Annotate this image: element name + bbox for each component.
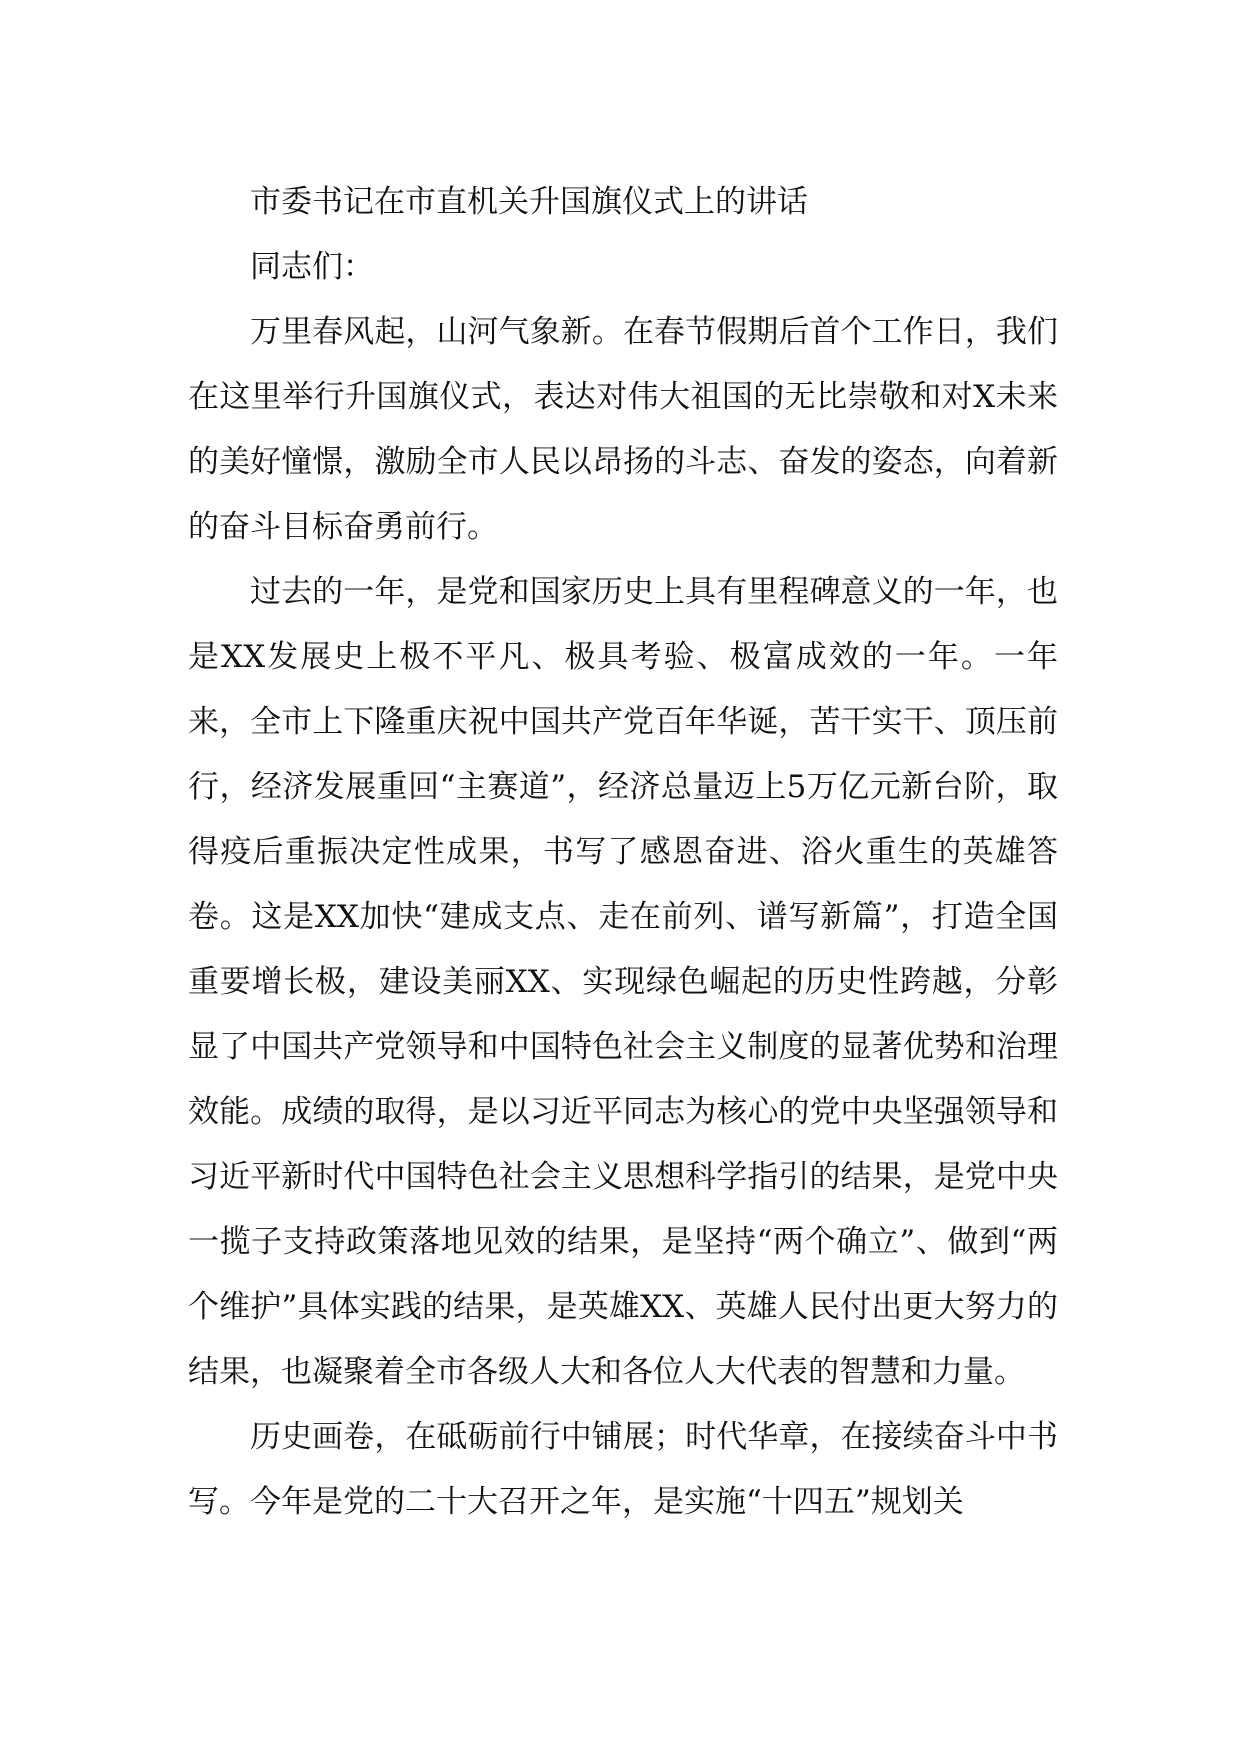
salutation: 同志们：: [250, 249, 374, 285]
document-title: 市委书记在市直机关升国旗仪式上的讲话: [250, 184, 808, 220]
paragraph-2: 过去的一年，是党和国家历史上具有里程碑意义的一年，也是XX发展史上极不平凡、极具考验、极富成效的一年。一年来，全市上下隆重庆祝中国共产党百年华诞，苦干实干、顶压前行，经济发展重回“主赛道”，经济总量迈上5万亿元新台阶，取得疫后重振决定性成果，书写了感恩奋进、浴火重生的英雄答卷。这是XX加快“建成支点、走在前列、谱写新篇”，打造全国重要增长极，建设美丽XX、实现绿色崛起的历史性跨越，分彰显了中国共产党领导和中国特色社会主义制度的显著优势和治理效能。成绩的取得，是以习近平同志为核心的党中央坚强领导和习近平新时代中国特色社会主义思想科学指引的结果，是党中央一揽子支持政策落地见效的结果，是坚持“两个确立”、做到“两个维护”具体实践的结果，是英雄XX、英雄人民付出更大努力的结果，也凝聚着全市各级人大和各位人大代表的智慧和力量。: [188, 574, 1058, 1390]
paragraph-1: 万里春风起，山河气象新。在春节假期后首个工作日，我们在这里举行升国旗仪式，表达对伟大祖国的无比崇敬和对X未来的美好憧憬，激励全市人民以昂扬的斗志、奋发的姿态，向着新的奋斗目标奋勇前行。: [188, 314, 1058, 545]
paragraph-3: 历史画卷，在砥砺前行中铺展；时代华章，在接续奋斗中书写。今年是党的二十大召开之年，是实施“十四五”规划关: [188, 1419, 1058, 1520]
document-body: [188, 170, 1058, 1535]
